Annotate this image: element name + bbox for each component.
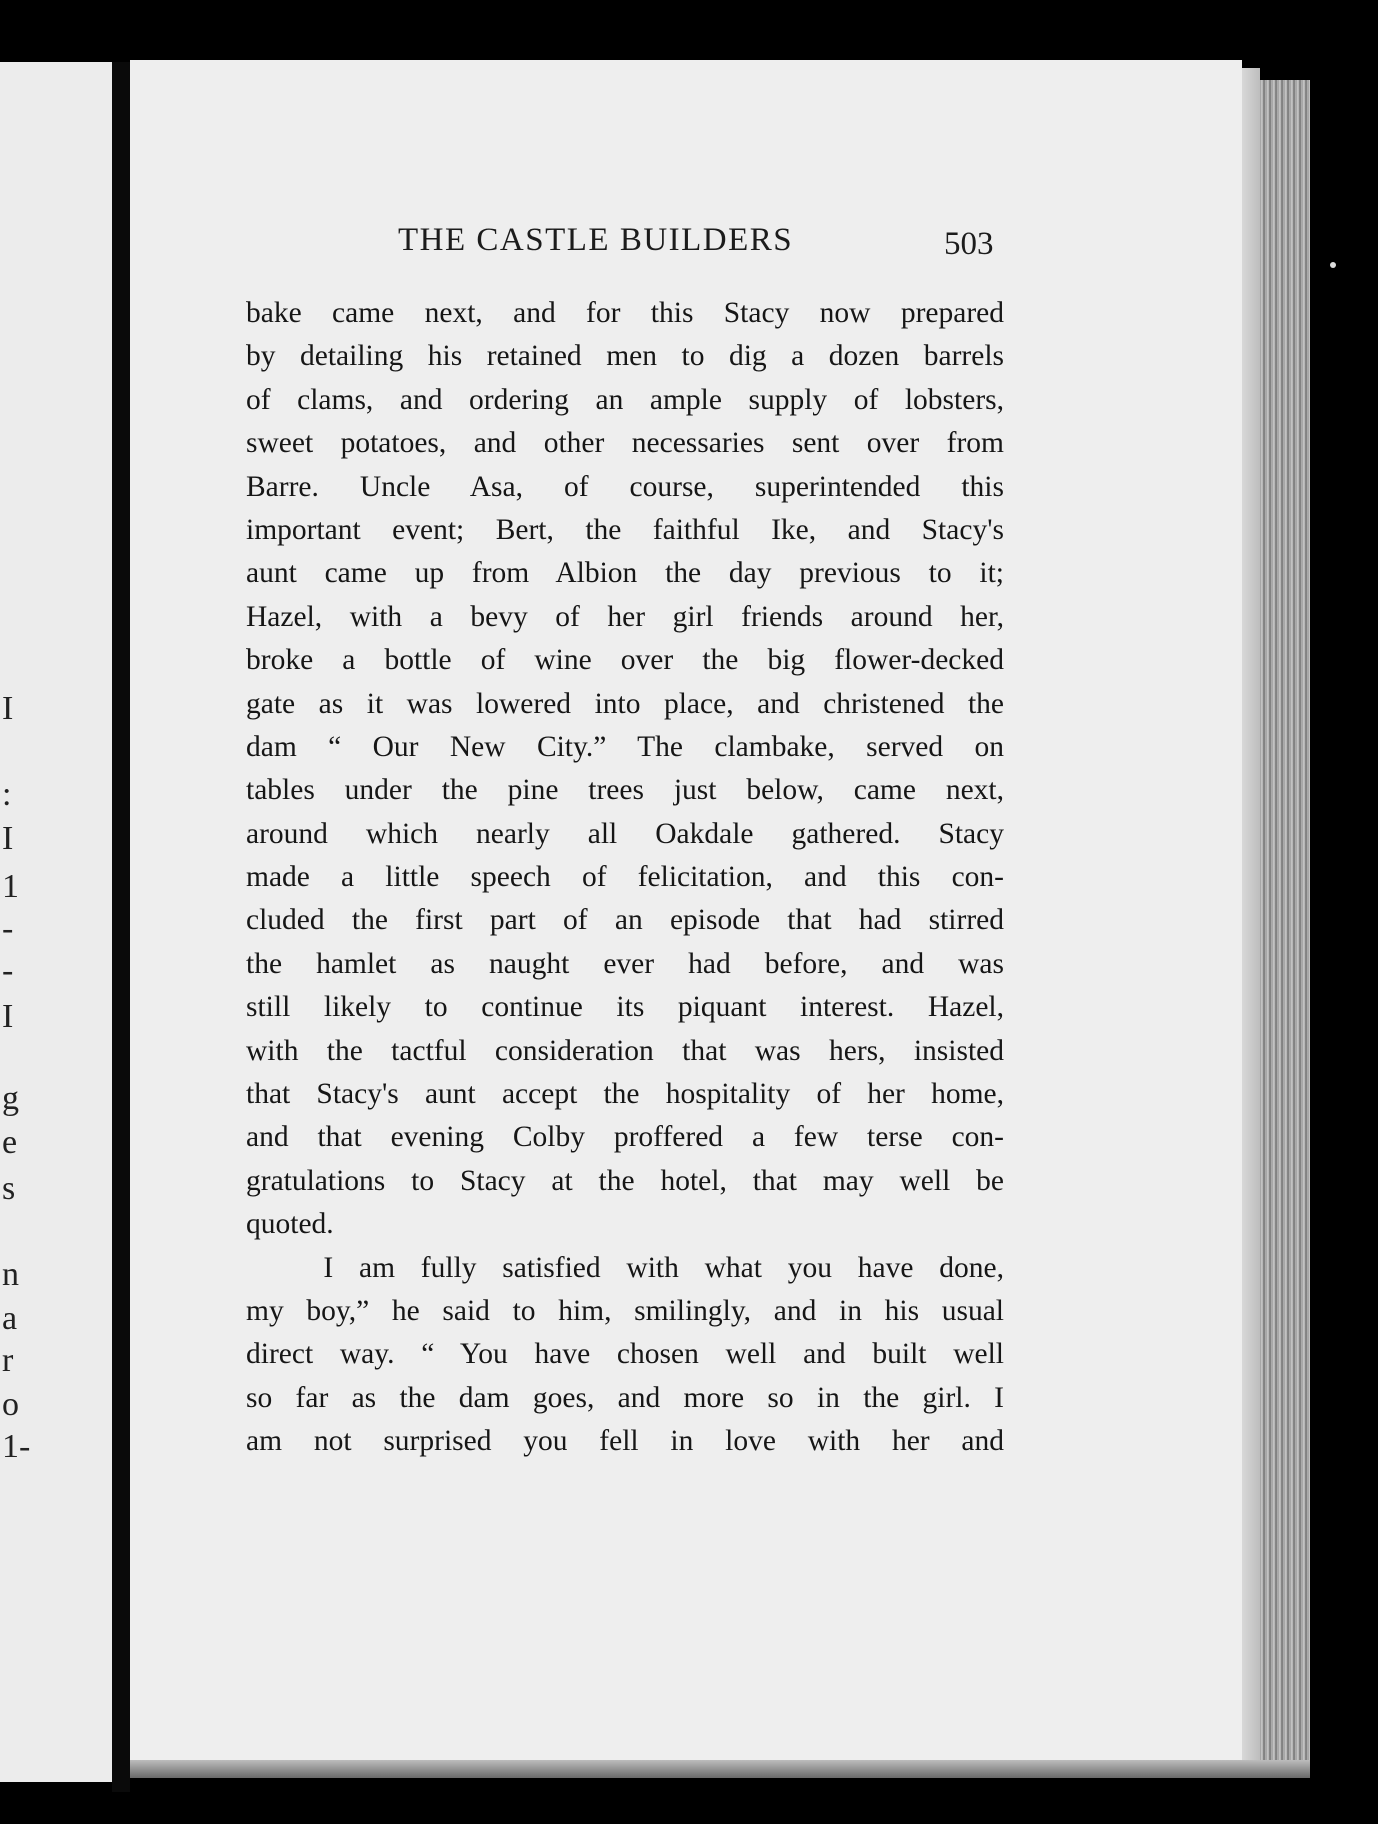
text-line: dam “ Our New City.” The clambake, served on: [246, 730, 1004, 763]
text-line: sweet potatoes, and other necessaries sent over from: [246, 427, 1004, 460]
text-line: bake came next, and for this Stacy now prepared: [246, 297, 1004, 329]
left-page-text-fragments: [0, 62, 30, 1782]
text-line: gate as it was lowered into place, and christened the: [246, 687, 1004, 720]
left-fragment: -: [2, 910, 14, 947]
text-line: gratulations to Stacy at the hotel, that may well be: [246, 1164, 1004, 1197]
text-line: cluded the first part of an episode that had stirred: [246, 904, 1004, 937]
left-fragment: n: [2, 1256, 19, 1293]
left-fragment: 1-: [2, 1428, 31, 1465]
text-line: Hazel, with a bevy of her girl friends around her,: [246, 600, 1004, 633]
text-line: made a little speech of felicitation, and this con-: [246, 861, 1004, 894]
text-line: direct way. “ You have chosen well and built well: [246, 1338, 1004, 1371]
left-fragment: -: [2, 952, 14, 989]
text-line: Barre. Uncle Asa, of course, superintended this: [246, 470, 1004, 503]
text-line: still likely to continue its piquant interest. Hazel,: [246, 991, 1004, 1024]
text-line: aunt came up from Albion the day previous to it;: [246, 557, 1004, 590]
left-fragment: I: [2, 820, 14, 857]
left-fragment: :: [2, 776, 12, 813]
page-shadow: [1242, 68, 1260, 1768]
page-number: 503: [944, 226, 994, 262]
left-fragment: I: [2, 690, 14, 727]
scan-speck: [1330, 262, 1336, 268]
left-fragment: o: [2, 1386, 19, 1423]
running-head-title: THE CASTLE BUILDERS: [398, 222, 794, 258]
text-line: around which nearly all Oakdale gathered. Stacy: [246, 817, 1004, 850]
text-line: tables under the pine trees just below, came next,: [246, 774, 1004, 807]
left-fragment: I: [2, 998, 14, 1035]
page-edges: [1260, 80, 1310, 1770]
book-gutter: [112, 62, 130, 1792]
text-line: am not surprised you fell in love with her and: [246, 1425, 1004, 1458]
text-line: with the tactful consideration that was hers, insisted: [246, 1034, 1004, 1067]
text-line: so far as the dam goes, and more so in the girl. I: [246, 1381, 1004, 1414]
text-line: quoted.: [246, 1208, 334, 1241]
left-fragment: 1: [2, 868, 19, 905]
text-line: that Stacy's aunt accept the hospitality of her home,: [246, 1078, 1004, 1111]
text-line: of clams, and ordering an ample supply of lobsters,: [246, 383, 1004, 416]
text-line: important event; Bert, the faithful Ike, and Stacy's: [246, 513, 1004, 546]
left-fragment: g: [2, 1080, 19, 1117]
left-facing-page: [0, 62, 112, 1782]
page-bottom-edge: [130, 1760, 1310, 1778]
text-line: the hamlet as naught ever had before, and was: [246, 947, 1004, 980]
text-line: by detailing his retained men to dig a dozen barrels: [246, 340, 1004, 373]
text-line: my boy,” he said to him, smilingly, and in his usual: [246, 1294, 1004, 1327]
left-fragment: e: [2, 1124, 18, 1161]
text-line: broke a bottle of wine over the big flower-decked: [246, 644, 1004, 677]
body-text: [246, 292, 1004, 1464]
left-fragment: s: [2, 1170, 16, 1207]
text-line: and that evening Colby proffered a few terse con-: [246, 1121, 1004, 1154]
left-fragment: r: [2, 1342, 14, 1379]
text-line: I am fully satisfied with what you have done,: [246, 1251, 1004, 1284]
left-fragment: a: [2, 1300, 18, 1337]
